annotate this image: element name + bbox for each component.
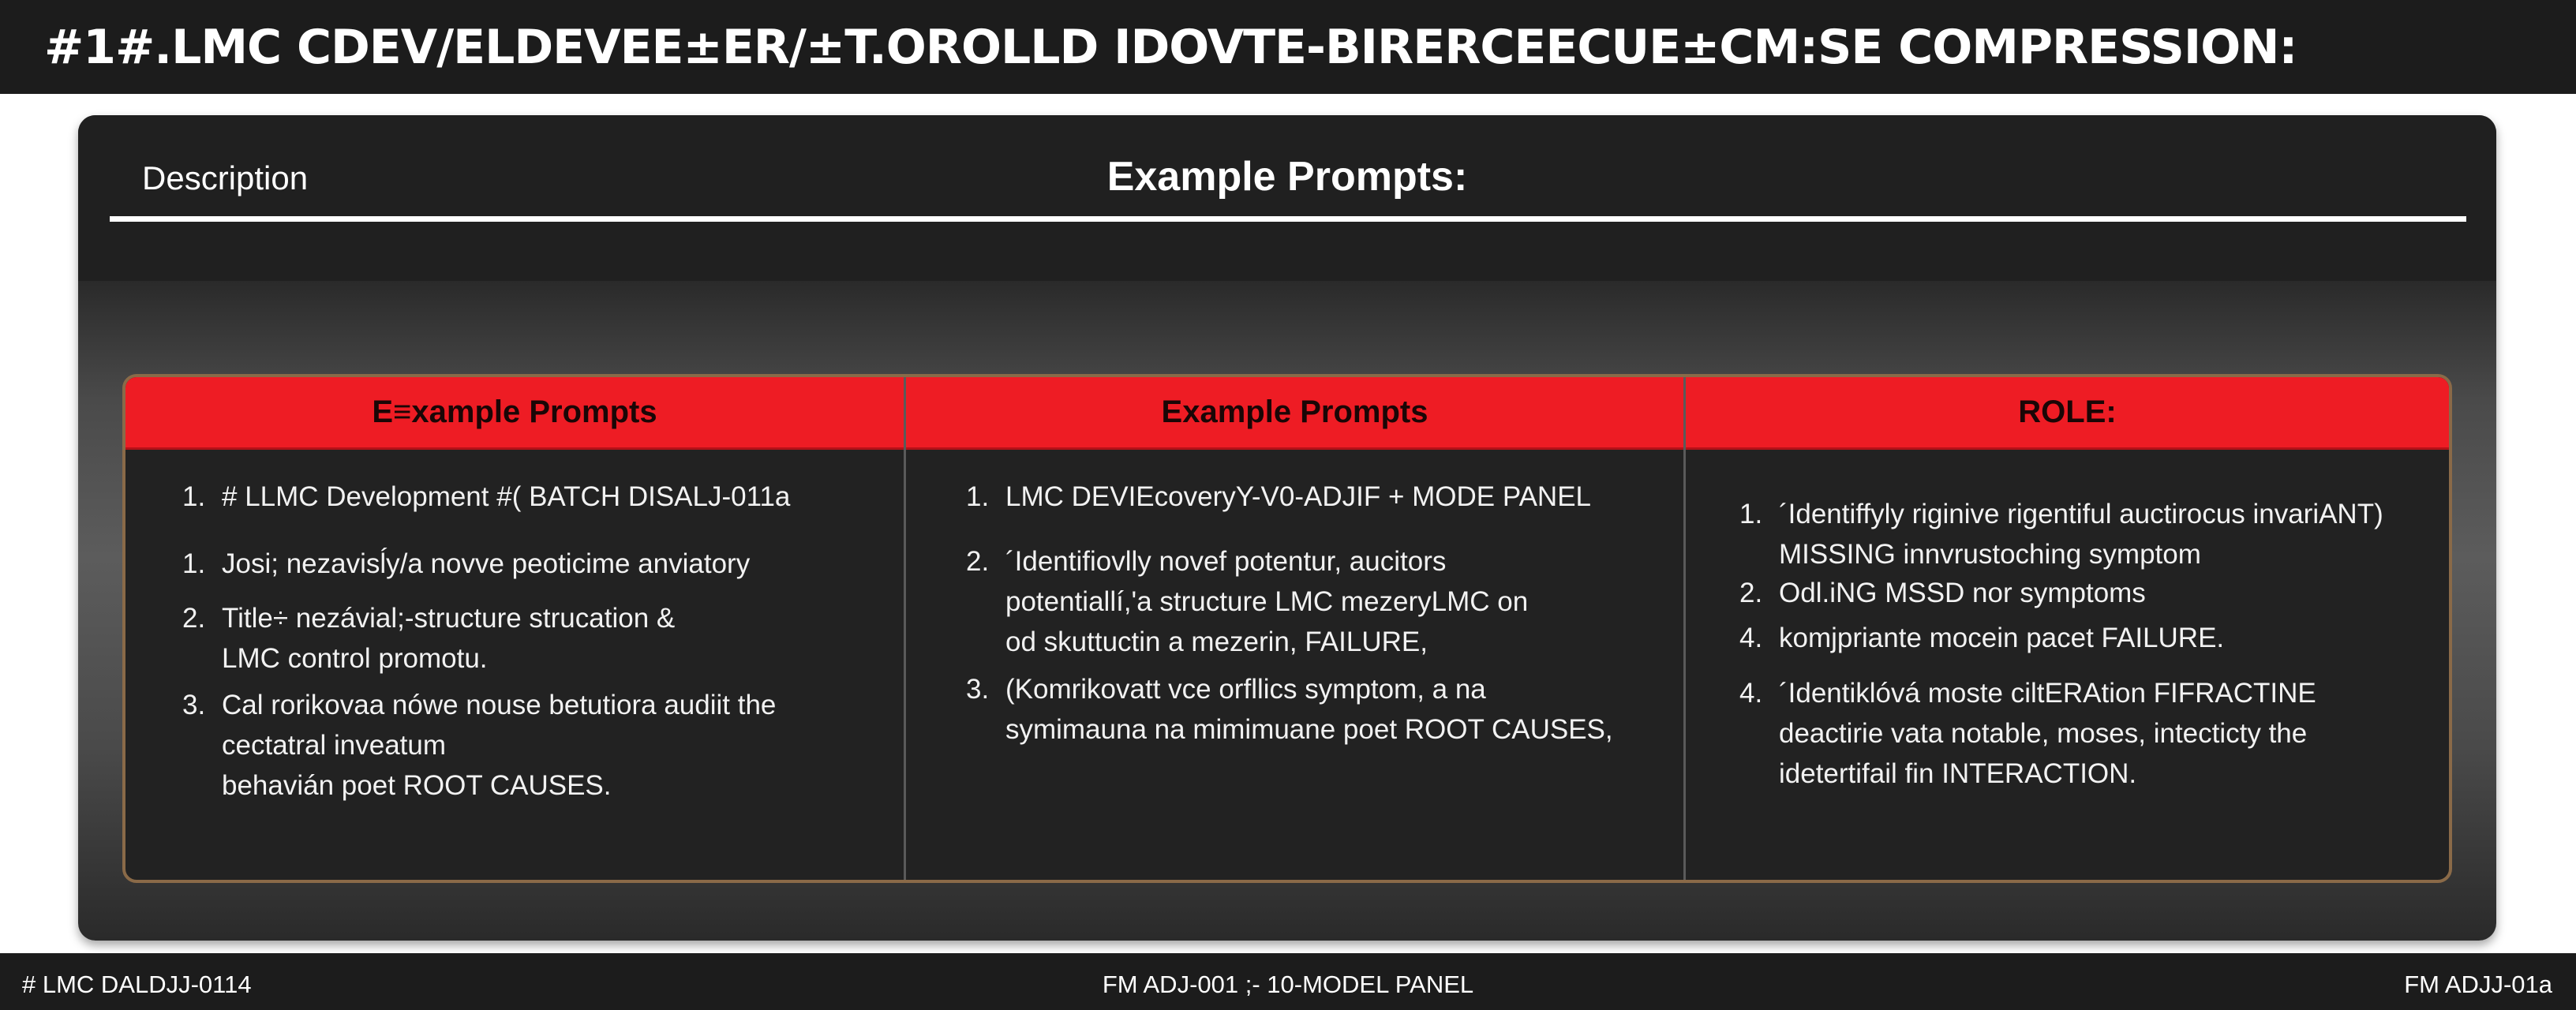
item-number: 3. <box>182 690 206 720</box>
banner-title: #1#.LMC CDEV/ELDEVEE±ER/±T.OROLLD IDOVTE-BIRERCEECUE±CM:SE COMPRESSION: <box>44 19 2297 75</box>
item-text: Odl.iNG MSSD nor symptoms <box>1779 578 2146 608</box>
list-item <box>182 544 750 584</box>
list-item <box>966 541 1528 662</box>
item-text: # LLMC Development #( BATCH DISALJ-011a <box>222 481 791 512</box>
item-text: ´Identiklóvá moste ciltERAtion FIFRACTINE deactirie vata notable, moses, intecticty the idetertifail fin INTERACTION. <box>1779 678 2316 789</box>
item-number: 4. <box>1739 623 1763 653</box>
footer-center-label: FM ADJ-001 ;- 10-MODEL PANEL <box>1102 971 1474 998</box>
column-example-prompts-1 <box>125 377 906 880</box>
item-number: 2. <box>1739 578 1763 608</box>
list-item <box>966 669 1613 750</box>
list-item <box>966 477 1591 517</box>
footer-left-label: # LMC DALDJJ-0114 <box>22 971 252 998</box>
list-item <box>1739 573 2146 613</box>
item-number: 1. <box>966 481 990 512</box>
item-text: ´Identifiovlly novef potentur, aucitors potentiallí,'a structure LMC mezeryLMC on od skuttuctin a mezerin, FAILURE, <box>1005 546 1529 657</box>
item-number: 1. <box>182 481 206 512</box>
item-text: komjpriante mocein pacet FAILURE. <box>1779 623 2225 653</box>
column-header: E≡xample Prompts <box>125 377 904 450</box>
item-number: 2. <box>182 603 206 634</box>
top-banner <box>0 0 2576 94</box>
item-number: 2. <box>966 546 990 577</box>
list-item <box>182 477 790 517</box>
item-text: Title÷ nezávial;-structure strucation & LMC control promotu. <box>222 603 676 674</box>
item-number: 1. <box>1739 499 1763 529</box>
panel-header <box>78 115 2496 281</box>
panel-heading: Example Prompts: <box>1106 154 1468 200</box>
column-role <box>1686 377 2449 880</box>
item-number: 4. <box>1739 678 1763 709</box>
description-label: Description <box>142 159 309 196</box>
list-item <box>1739 673 2316 794</box>
item-number: 1. <box>182 548 206 579</box>
header-divider <box>110 216 2466 222</box>
column-example-prompts-2 <box>906 377 1686 880</box>
footer-bar <box>0 953 2576 1010</box>
item-text: Josi; nezavisĺy/a novve peoticime anviatory <box>222 548 751 579</box>
item-text: ´Identiffyly riginive rigentiful auctirocus invariANT) MISSING innvrustoching symptom <box>1779 499 2383 570</box>
item-number: 3. <box>966 674 990 705</box>
column-header: Example Prompts <box>906 377 1683 450</box>
list-item <box>182 685 776 806</box>
prompts-panel <box>78 115 2496 941</box>
column-header: ROLE: <box>1686 377 2449 450</box>
list-item <box>182 598 675 679</box>
item-text: LMC DEVIEcoveryY-V0-ADJIF + MODE PANEL <box>1005 481 1592 512</box>
list-item <box>1739 618 2224 658</box>
item-text: (Komrikovatt vce orfllics symptom, a na symimauna na mimimuane poet ROOT CAUSES, <box>1005 674 1613 745</box>
item-text: Cal rorikovaa nówe nouse betutiora audiit the cectatral inveatum behavián poet ROOT CAUSES. <box>222 690 777 801</box>
prompts-table <box>122 374 2452 883</box>
list-item <box>1739 494 2383 574</box>
footer-right-label: FM ADJJ-01a <box>2404 971 2552 998</box>
